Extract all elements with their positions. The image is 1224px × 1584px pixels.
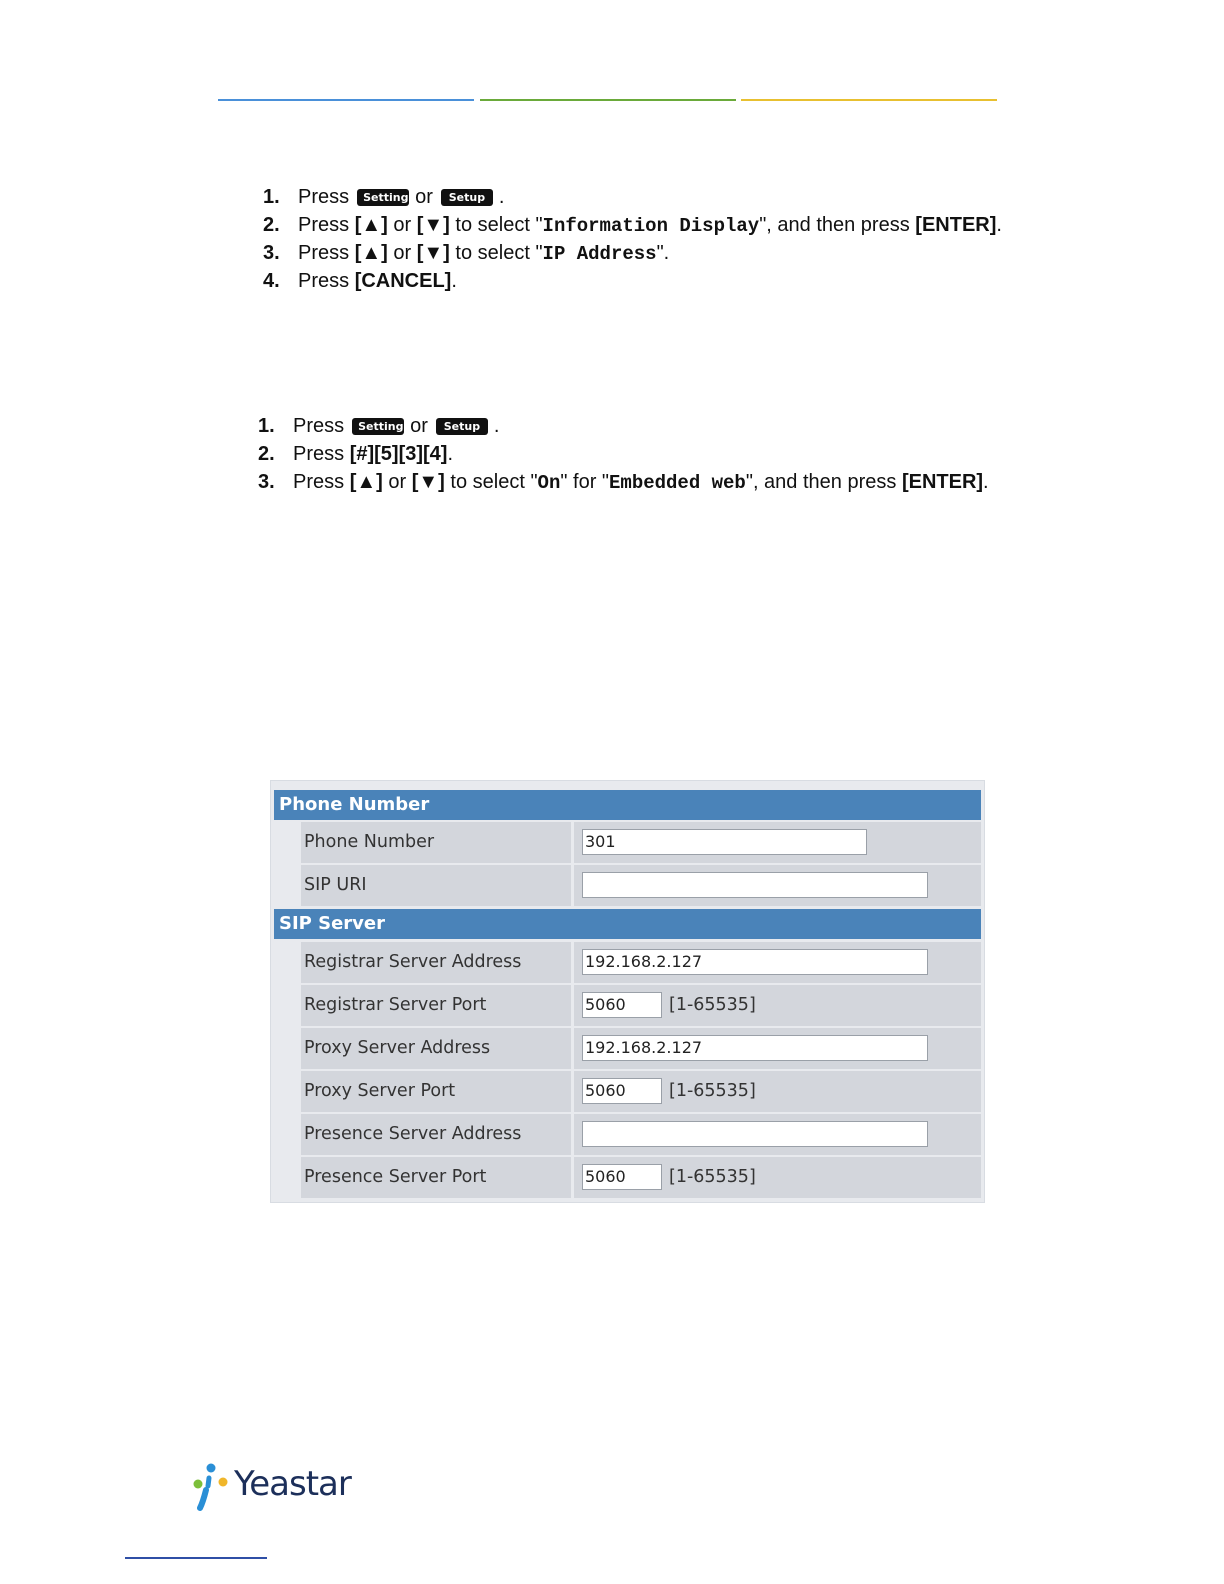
setup-key-icon: Setup — [441, 189, 493, 206]
presence-server-address-input[interactable] — [582, 1121, 928, 1147]
port-range-hint: [1-65535] — [669, 1167, 756, 1187]
setting-key-icon: Setting — [352, 418, 404, 435]
proxy-server-port-input[interactable]: 5060 — [582, 1078, 662, 1104]
yeastar-logo-icon — [190, 1460, 234, 1512]
setup-key-icon: Setup — [436, 418, 488, 435]
section-header-sip-server: SIP Server — [274, 909, 981, 939]
registrar-server-port-input[interactable]: 5060 — [582, 992, 662, 1018]
setting-key-icon: Setting — [357, 189, 409, 206]
header-line-green — [480, 99, 736, 101]
header-line-blue — [218, 99, 474, 101]
registrar-server-address-input[interactable]: 192.168.2.127 — [582, 949, 928, 975]
footer-line — [125, 1557, 267, 1559]
table-row — [274, 985, 981, 1026]
table-row — [274, 822, 981, 863]
table-row — [274, 1071, 981, 1112]
sip-uri-input[interactable] — [582, 872, 928, 898]
phone-number-input[interactable]: 301 — [582, 829, 867, 855]
field-label: Presence Server Port — [301, 1157, 571, 1198]
table-row — [274, 1028, 981, 1069]
proxy-server-address-input[interactable]: 192.168.2.127 — [582, 1035, 928, 1061]
account-settings-screenshot — [270, 780, 985, 1203]
logo-wordmark: Yeastar — [234, 1464, 351, 1504]
port-range-hint: [1-65535] — [669, 1081, 756, 1101]
field-label: Registrar Server Address — [301, 942, 571, 983]
field-label: Phone Number — [301, 822, 571, 863]
table-row — [274, 1157, 981, 1198]
table-row — [274, 942, 981, 983]
table-row — [274, 1114, 981, 1155]
field-label: SIP URI — [301, 865, 571, 906]
field-label: Proxy Server Address — [301, 1028, 571, 1069]
table-row — [274, 865, 981, 906]
section-header-phone-number: Phone Number — [274, 790, 981, 820]
port-range-hint: [1-65535] — [669, 995, 756, 1015]
field-label: Proxy Server Port — [301, 1071, 571, 1112]
field-label: Presence Server Address — [301, 1114, 571, 1155]
field-label: Registrar Server Port — [301, 985, 571, 1026]
presence-server-port-input[interactable]: 5060 — [582, 1164, 662, 1190]
header-line-yellow — [741, 99, 997, 101]
yeastar-logo — [190, 1460, 360, 1512]
